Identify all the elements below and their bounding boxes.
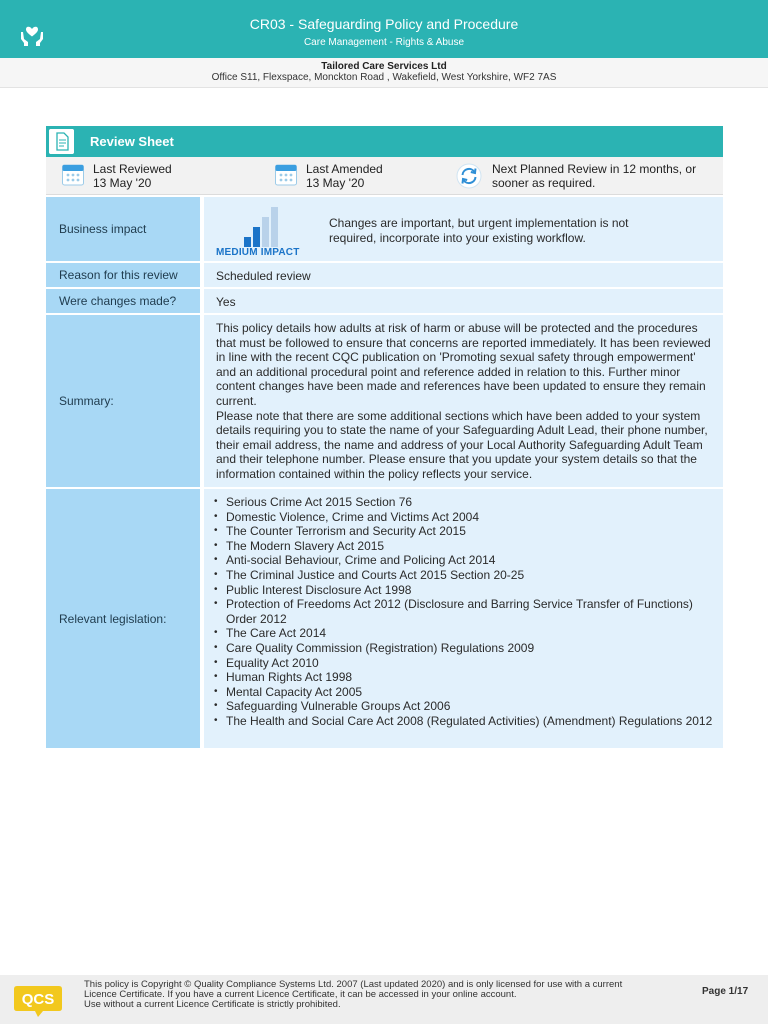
next-review-line2: sooner as required. [492,176,596,190]
copyright-line: Use without a current Licence Certificate is strictly prohibited. [84,999,341,1010]
legislation-row [46,487,723,748]
last-amended [306,162,383,190]
summary-paragraph: This policy details how adults at risk of harm or abuse will be protected and the procedures that must be followed to ensure that concerns are reported immediately. It has been reviewed in line with the recent CQC publication on 'Promoting sexual safety through empowerment' and an additional procedural point and reference added in relation to this. Further minor content changes have been made and references have been updated to ensure they remain current. [216,321,711,408]
impact-description: Changes are important, but urgent implementation is not required, incorporate into your existing workflow. [329,216,629,245]
next-review-line1: Next Planned Review in 12 months, or [492,162,697,176]
copyright-line: Licence Certificate. If you have a current Licence Certificate, it can be accessed in your online account. [84,989,517,1000]
business-impact-value [204,197,723,261]
list-item: • Domestic Violence, Crime and Victims Act 2004 [214,510,713,525]
legislation-label: Relevant legislation: [46,489,200,748]
impact-bar-4 [271,207,278,247]
list-item: • The Modern Slavery Act 2015 [214,539,713,554]
list-item: • The Health and Social Care Act 2008 (Regulated Activities) (Amendment) Regulations 2012 [214,714,713,729]
calendar-icon [62,164,84,186]
reason-label: Reason for this review [46,263,200,287]
business-impact-row [46,195,723,261]
list-item: • The Care Act 2014 [214,626,713,641]
reason-cell [204,263,723,287]
page-number: Page 1/17 [702,986,749,997]
reason-row [46,261,723,287]
copyright-notice [84,980,684,1010]
list-item: • Care Quality Commission (Registration) Regulations 2009 [214,641,713,656]
company-name: Tailored Care Services Ltd [321,61,447,72]
summary-label: Summary: [46,315,200,487]
business-impact-label: Business impact [46,197,200,261]
review-sheet-title: Review Sheet [90,134,174,149]
last-amended-label: Last Amended [306,162,383,176]
qcs-logo-text: QCS [21,991,55,1008]
list-item: • Public Interest Disclosure Act 1998 [214,583,713,598]
refresh-cycle-icon [456,163,482,189]
list-item: • The Counter Terrorism and Security Act 2015 [214,524,713,539]
list-item: • The Criminal Justice and Courts Act 2015 Section 20-25 [214,568,713,583]
company-band [0,58,768,88]
next-planned-review [492,162,696,190]
qcs-logo [13,984,63,1018]
changes-value: Yes [216,295,236,309]
last-amended-date: 13 May '20 [306,176,365,190]
document-category: Care Management - Rights & Abuse [303,37,465,48]
reason-value: Scheduled review [216,269,311,283]
review-sheet-header [46,126,723,157]
list-item: • Equality Act 2010 [214,656,713,671]
impact-bar-3 [262,217,269,247]
document-title: CR03 - Safeguarding Policy and Procedure [249,16,519,32]
list-item: • Protection of Freedoms Act 2012 (Disclosure and Barring Service Transfer of Functions) Order 2012 [214,597,713,626]
changes-row [46,287,723,313]
list-item: • Safeguarding Vulnerable Groups Act 2006 [214,699,713,714]
header-band [0,0,768,58]
summary-cell [204,315,723,487]
copyright-line: This policy is Copyright © Quality Compliance Systems Ltd. 2007 (Last updated 2020) and is only licensed for use with a current [84,979,623,990]
legislation-list [214,495,713,729]
legislation-cell [204,489,723,748]
calendar-icon [275,164,297,186]
summary-text [216,321,717,482]
impact-bar-1 [244,237,251,247]
document-icon [49,129,74,154]
list-item: • Anti-social Behaviour, Crime and Policing Act 2014 [214,553,713,568]
review-sheet [46,126,723,748]
last-reviewed-date: 13 May '20 [93,176,152,190]
summary-paragraph: Please note that there are some additional sections which have been added to your system details requiring you to state the name of your Safeguarding Adult Lead, their phone number, their email address, the name and address of your Local Authority Safeguarding Adult Team and their telephone number. Please ensure that you update your system details so that the information contained within the policy reflects your service. [216,408,708,481]
impact-bar-2 [253,227,260,247]
company-address: Office S11, Flexspace, Monckton Road , Wakefield, West Yorkshire, WF2 7AS [211,72,557,83]
list-item: • Mental Capacity Act 2005 [214,685,713,700]
impact-level: MEDIUM IMPACT [216,247,300,258]
last-reviewed-label: Last Reviewed [93,162,172,176]
list-item: • Serious Crime Act 2015 Section 76 [214,495,713,510]
last-reviewed [93,162,172,190]
list-item: • Human Rights Act 1998 [214,670,713,685]
page-footer [0,975,768,1024]
changes-label: Were changes made? [46,289,200,313]
review-dates-row [46,157,723,195]
changes-cell [204,289,723,313]
summary-row [46,313,723,487]
